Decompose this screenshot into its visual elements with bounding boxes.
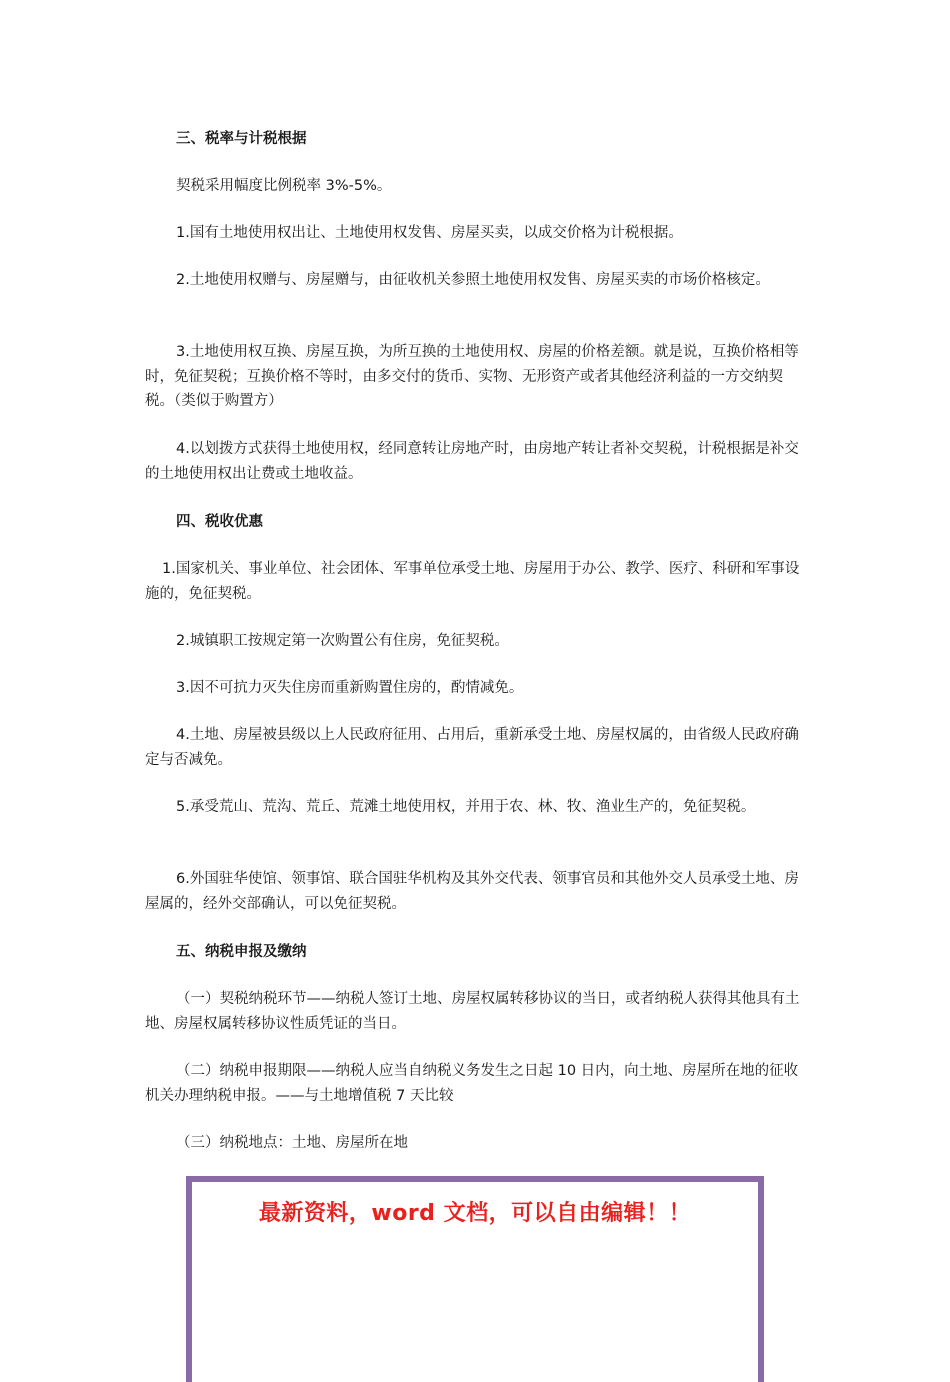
paragraph-relief-5: 5.承受荒山、荒沟、荒丘、荒滩土地使用权，并用于农、林、牧、渔业生产的，免征契税。 [176,799,756,815]
paragraph-relief-6: 6.外国驻华使馆、领事馆、联合国驻华机构及其外交代表、领事官员和其他外交人员承受土地、房屋属的，经外交部确认，可以免征契税。 [145,871,799,912]
paragraph-basis-1: 1.国有土地使用权出让、土地使用权发售、房屋买卖，以成交价格为计税根据。 [176,225,683,241]
paragraph-filing-3: （三）纳税地点：土地、房屋所在地 [176,1135,408,1151]
notice-text: 最新资料，word 文档，可以自由编辑！！ [258,1201,692,1226]
paragraph-relief-2: 2.城镇职工按规定第一次购置公有住房，免征契税。 [176,633,509,649]
paragraph-tax-rate: 契税采用幅度比例税率 3%-5%。 [176,178,392,194]
paragraph-relief-3: 3.因不可抗力灭失住房而重新购置住房的，酌情减免。 [176,680,524,696]
paragraph-basis-3: 3.土地使用权互换、房屋互换，为所互换的土地使用权、房屋的价格差额。就是说，互换价格相等时，免征契税；互换价格不等时，由多交付的货币、实物、无形资产或者其他经济利益的一方交纳契税。（类似于购置方） [145,344,799,409]
section-heading-3: 三、税率与计税根据 [176,131,307,147]
paragraph-filing-2: （二）纳税申报期限——纳税人应当自纳税义务发生之日起 10 日内，向土地、房屋所在地的征收机关办理纳税申报。——与土地增值税 7 天比较 [145,1063,799,1104]
paragraph-relief-4: 4.土地、房屋被县级以上人民政府征用、占用后，重新承受土地、房屋权属的，由省级人民政府确定与否减免。 [145,727,799,768]
paragraph-basis-2: 2.土地使用权赠与、房屋赠与，由征收机关参照土地使用权发售、房屋买卖的市场价格核定。 [176,272,770,288]
paragraph-filing-1: （一）契税纳税环节——纳税人签订土地、房屋权属转移协议的当日，或者纳税人获得其他具有土地、房屋权属转移协议性质凭证的当日。 [145,991,800,1032]
paragraph-basis-4: 4.以划拨方式获得土地使用权，经同意转让房地产时，由房地产转让者补交契税，计税根据是补交的土地使用权出让费或土地收益。 [145,441,799,482]
section-heading-4: 四、税收优惠 [176,514,263,530]
notice-box [186,1176,764,1382]
paragraph-relief-1: 1.国家机关、事业单位、社会团体、军事单位承受土地、房屋用于办公、教学、医疗、科研和军事设施的，免征契税。 [145,561,800,602]
section-heading-5: 五、纳税申报及缴纳 [176,944,307,960]
